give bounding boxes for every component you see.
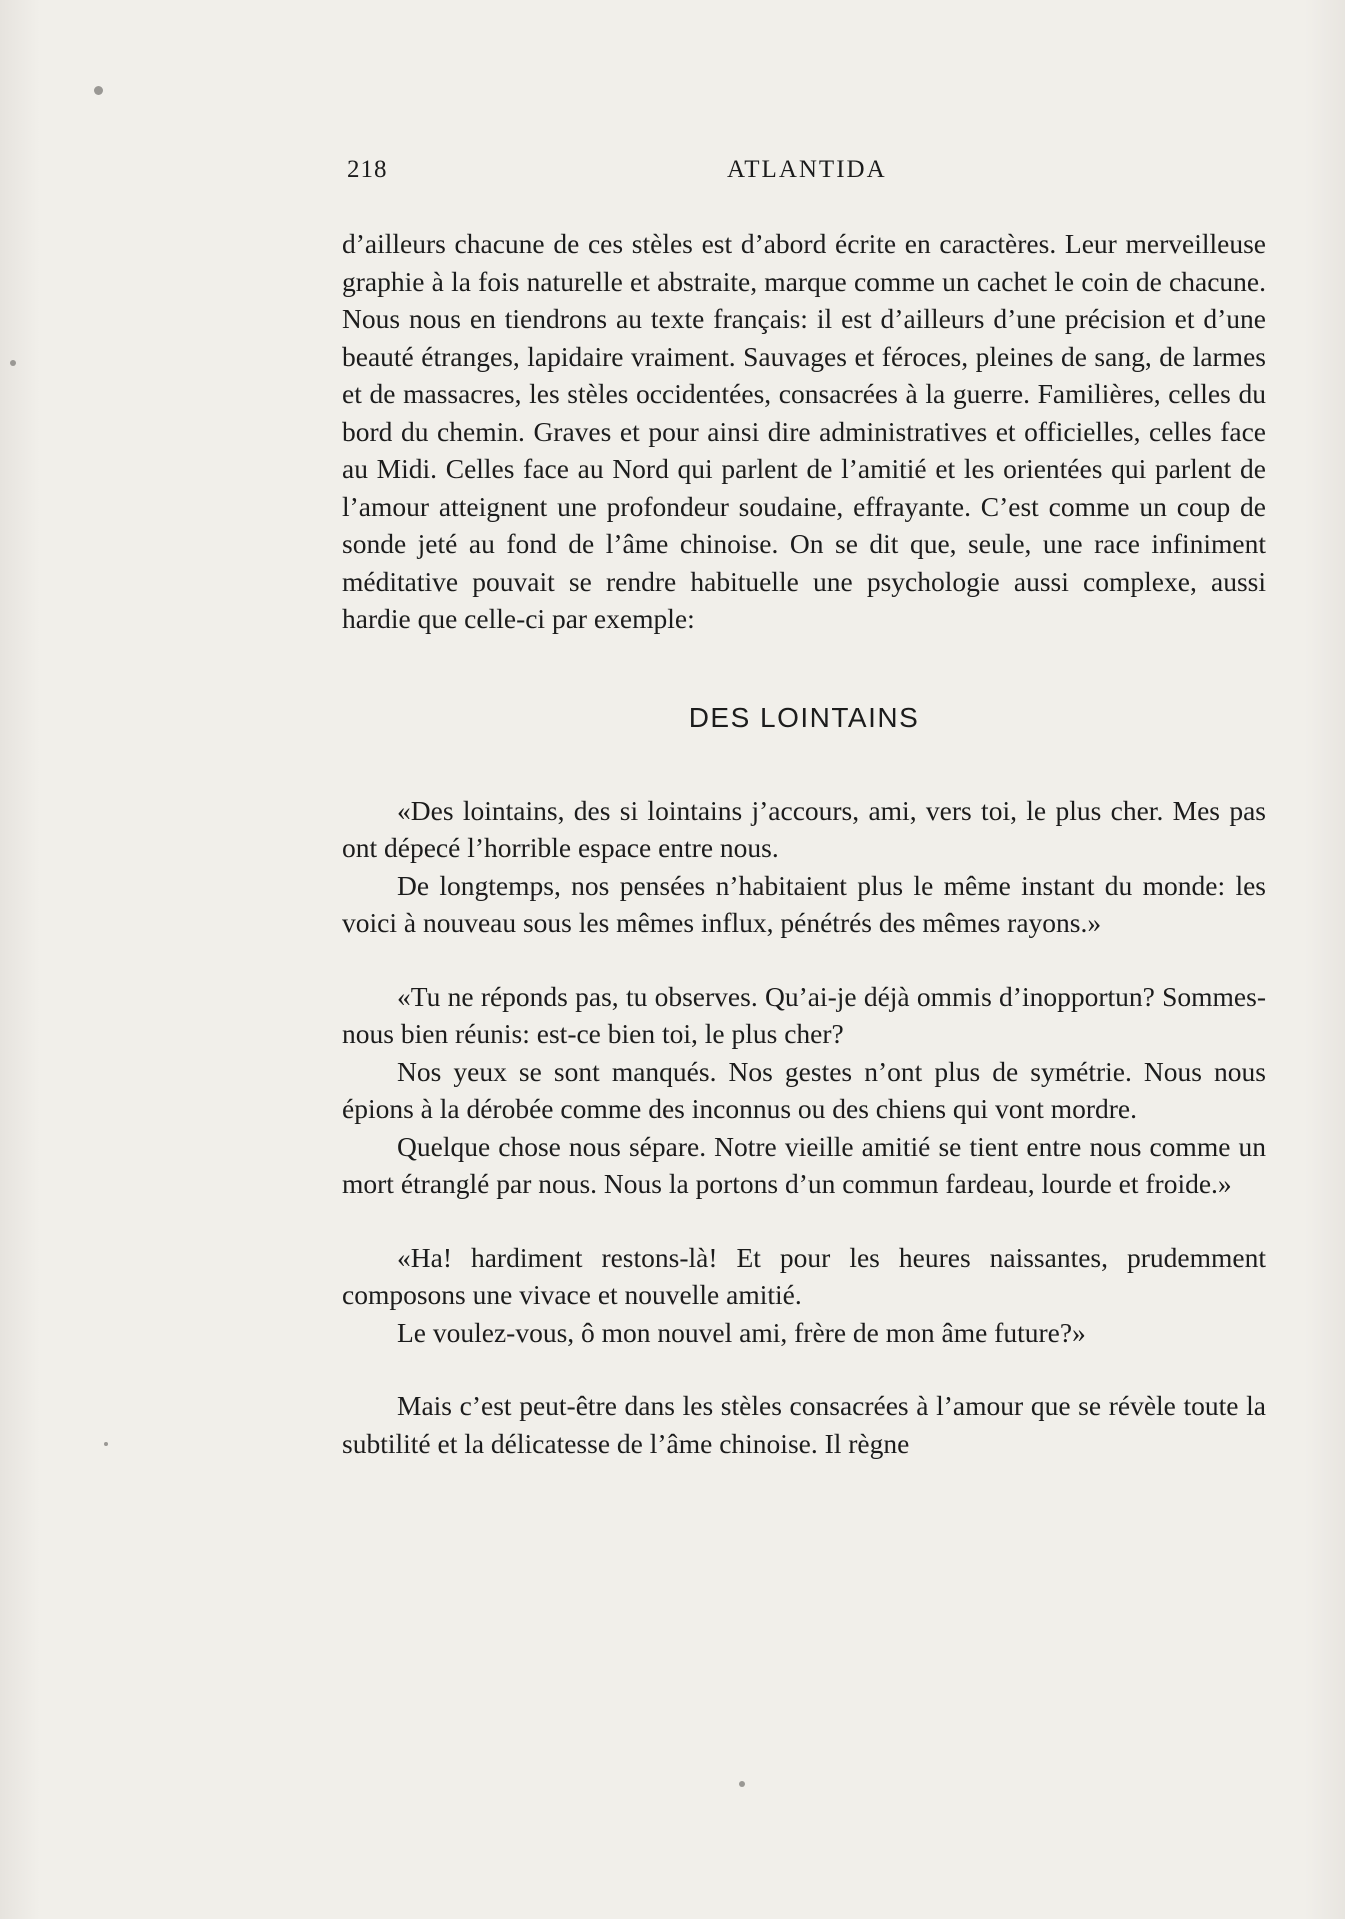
running-title: ATLANTIDA — [727, 156, 887, 183]
quote-paragraph: Quelque chose nous sépare. Notre vieille amitié se tient entre nous comme un mort étranglé par nous. Nous la portons d’un commun fardeau, lourde et froide.» — [342, 1130, 1266, 1199]
quote-paragraph: «Des lointains, des si lointains j’accours, ami, vers toi, le plus cher. Mes pas ont dépecé l’horrible espace entre nous. — [342, 794, 1266, 863]
page-number: 218 — [347, 156, 388, 183]
paper-spot — [104, 1442, 108, 1446]
paper-spot — [739, 1781, 745, 1787]
spacer — [342, 942, 1266, 978]
spacer — [342, 1203, 1266, 1239]
quote-paragraph: Nos yeux se sont manqués. Nos gestes n’ont plus de symétrie. Nous nous épions à la dérobée comme des inconnus ou des chiens qui vont mordre. — [342, 1055, 1266, 1124]
quote-paragraph: «Tu ne réponds pas, tu observes. Qu’ai-je déjà ommis d’inopportun? Sommes-nous bien réunis: est-ce bien toi, le plus cher? — [342, 980, 1266, 1049]
paper-spot — [94, 86, 103, 95]
body-text — [342, 225, 1266, 1462]
paragraph: d’ailleurs chacune de ces stèles est d’abord écrite en caractères. Leur merveilleuse graphie à la fois naturelle et abstraite, marque comme un cachet le coin de chacune. Nous nous en tiendrons au texte français: il est d’ailleurs d’une précision et d’une beauté étranges, lapidaire vraiment. Sauvages et féroces, pleines de sang, de larmes et de massacres, les stèles occidentées, consacrées à la guerre. Familières, celles du bord du chemin. Graves et pour ainsi dire administratives et officielles, celles face au Midi. Celles face au Nord qui parlent de l’amitié et les orientées qui parlent de l’amour atteignent une profondeur soudaine, effrayante. C’est comme un coup de sonde jeté au fond de l’âme chinoise. On se dit que, seule, une race infiniment méditative pouvait se rendre habituelle une psychologie aussi complexe, aussi hardie que celle-ci par exemple: — [342, 228, 1266, 634]
running-head — [347, 156, 1247, 192]
quote-paragraph: «Ha! hardiment restons-là! Et pour les heures naissantes, prudemment composons une vivace et nouvelle amitié. — [342, 1241, 1266, 1310]
quote-paragraph: Le voulez-vous, ô mon nouvel ami, frère de mon âme future?» — [397, 1316, 1086, 1348]
paragraph: Mais c’est peut-être dans les stèles consacrées à l’amour que se révèle toute la subtilité et la délicatesse de l’âme chinoise. Il règne — [342, 1390, 1266, 1459]
paper-spot — [10, 360, 16, 366]
quote-paragraph: De longtemps, nos pensées n’habitaient plus le même instant du monde: les voici à nouveau sous les mêmes influx, pénétrés des mêmes rayons.» — [342, 869, 1266, 938]
spacer — [342, 1351, 1266, 1387]
section-title: DES LOINTAINS — [688, 701, 920, 733]
